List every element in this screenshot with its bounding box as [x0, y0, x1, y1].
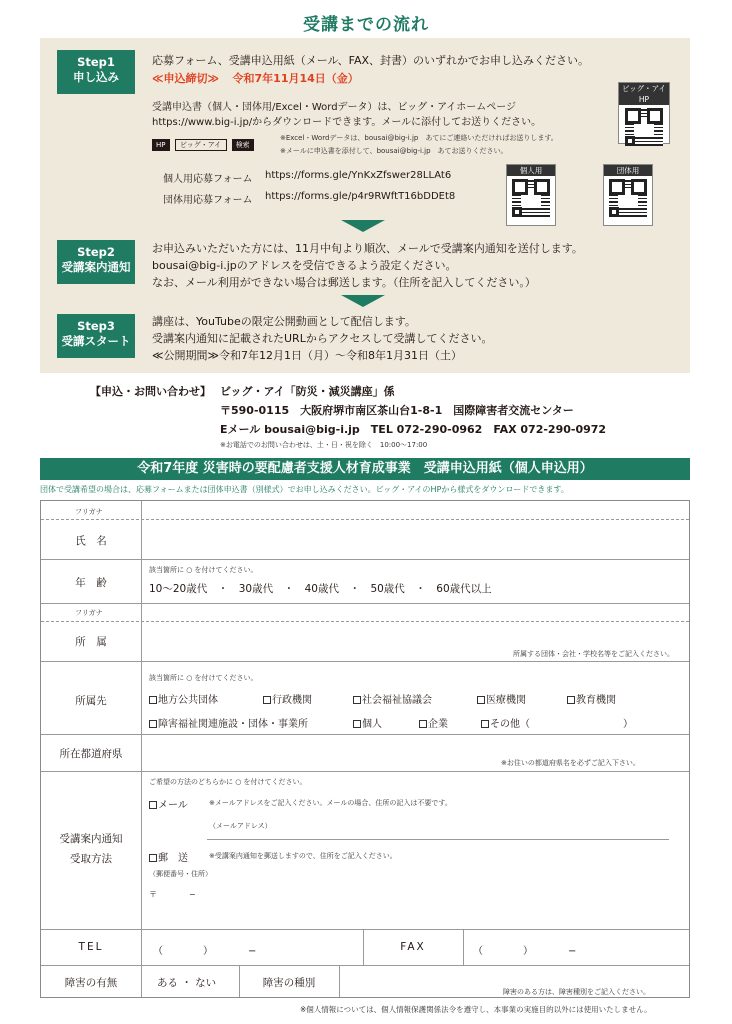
furigana-label: フリガナ: [75, 508, 103, 516]
checkbox-icon: [477, 696, 485, 704]
type-option-company[interactable]: 企業: [419, 715, 448, 730]
checkbox-icon: [149, 696, 157, 704]
type-option-admin[interactable]: 行政機関: [263, 691, 312, 706]
post-address-label: （郵便番号・住所）: [149, 870, 212, 878]
disability-options[interactable]: ある ・ ない: [157, 977, 217, 989]
privacy-note: ※個人情報については、個人情報保護関係法令を遵守し、本事業の実施目的以外には使用いたしません。: [300, 1005, 652, 1014]
age-note: 該当箇所に ○ を付けてください。: [149, 566, 258, 574]
contact-org: ビッグ・アイ「防災・減災講座」係: [220, 385, 395, 398]
step1-badge: [57, 50, 135, 94]
step3-label: 受講スタート: [61, 334, 131, 348]
age-label: 年 齢: [75, 577, 107, 589]
form-heading: 令和7年度 災害時の要配慮者支援人材育成事業 受講申込用紙（個人申込用）: [40, 458, 690, 480]
type-option-education[interactable]: 教育機関: [567, 691, 616, 706]
fax-input[interactable]: （ ） −: [473, 946, 577, 957]
post-option[interactable]: 郵 送: [149, 849, 188, 864]
qr-individual-label: 個人用: [507, 165, 555, 176]
name-label: 氏 名: [75, 535, 107, 547]
notify-note: ご希望の方法のどちらかに ○ を付けてください。: [149, 778, 307, 786]
form-group-label: 団体用応募フォーム: [163, 195, 253, 206]
flow-title: 受講までの流れ: [303, 15, 429, 35]
mail-note: ※メールアドレスをご記入ください。メールの場合、住所の記入は不要です。: [209, 799, 452, 807]
contact-address: 〒590-0115 大阪府堺市南区茶山台1-8-1 国際障害者交流センター: [220, 404, 574, 417]
checkbox-icon: [353, 696, 361, 704]
form-individual-url[interactable]: https://forms.gle/YnKxZfswer28LLAt6: [265, 170, 452, 181]
down-arrow-icon: [341, 220, 385, 232]
step1-deadline: [152, 70, 359, 86]
disability-label: 障害の有無: [64, 977, 118, 989]
qr-code-icon: [609, 179, 647, 217]
deadline-date: 令和7年11月14日（金）: [232, 72, 359, 85]
checkbox-icon: [481, 720, 489, 728]
form-group-note: 団体で受講希望の場合は、応募フォームまたは団体申込書（別様式）でお申し込みください。ビッグ・アイのHPから様式をダウンロードできます。: [40, 485, 569, 494]
mail-address-input[interactable]: [281, 817, 669, 837]
notify-label-1: 受講案内通知: [59, 833, 123, 845]
step1-line1: 応募フォーム、受講申込用紙（メール、FAX、封書）のいずれかでお申し込みください。: [152, 54, 590, 67]
qr-group-label: 団体用: [604, 165, 652, 176]
disability-type-input[interactable]: [343, 968, 683, 986]
deadline-label: ≪申込締切≫: [152, 72, 220, 85]
tel-label: TEL: [78, 941, 104, 953]
notify-label-2: 受取方法: [70, 853, 112, 865]
step2-line2: bousai@big-i.jpのアドレスを受信できるよう設定ください。: [152, 259, 457, 272]
affiliation-input[interactable]: [145, 625, 685, 645]
hp-tag: HP: [152, 139, 170, 151]
contact-hours: ※お電話でのお問い合わせは、土・日・祝を除く 10:00〜17:00: [220, 441, 428, 449]
age-options[interactable]: 10〜20歳代 ・ 30歳代 ・ 40歳代 ・ 50歳代 ・ 60歳代以上: [149, 583, 492, 595]
contact-label: 【申込・お問い合わせ】: [90, 385, 211, 398]
affiliation-type-note: 該当箇所に ○ を付けてください。: [149, 674, 258, 682]
post-address-input[interactable]: [149, 901, 685, 925]
prefecture-input[interactable]: [145, 739, 685, 757]
step1-note1: ※Excel・Wordデータは、bousai@big-i.jp あてにご連絡いただければお送りします。: [280, 134, 558, 142]
mail-option[interactable]: メール: [149, 796, 188, 811]
prefecture-note: ※お住いの都道府県名を必ずご記入下さい。: [501, 759, 640, 767]
step2-line1: お申込みいただいた方には、11月中旬より順次、メールで受講案内通知を送付します。: [152, 242, 583, 255]
step1-note2: ※メールに申込書を添付して、bousai@big-i.jp あてお送りください。: [280, 147, 508, 155]
step3-line2: 受講案内通知に記載されたURLからアクセスして受講してください。: [152, 332, 493, 345]
affiliation-label: 所 属: [75, 636, 107, 648]
step3-line3: ≪公開期間≫令和7年12月1日（月）〜令和8年1月31日（土）: [152, 349, 463, 362]
step2-number: Step2: [77, 245, 115, 259]
step3-badge: [57, 314, 135, 358]
furigana-label-2: フリガナ: [75, 609, 103, 617]
step2-badge: [57, 240, 135, 284]
tel-input[interactable]: （ ） −: [153, 946, 257, 957]
type-option-medical[interactable]: 医療機関: [477, 691, 526, 706]
mail-address-label: （メールアドレス）: [209, 822, 272, 830]
step1-line2: 受講申込書（個人・団体用/Excel・Wordデータ）は、ビッグ・アイホームページ: [152, 102, 517, 113]
qr-individual[interactable]: [506, 164, 556, 226]
type-option-disability-facility[interactable]: 障害福祉関連施設・団体・事業所: [149, 715, 308, 730]
search-tag: 検索: [232, 139, 254, 151]
checkbox-icon: [149, 720, 157, 728]
disability-note: 障害のある方は、障害種別をご記入ください。: [503, 988, 650, 996]
qr-code-icon: [625, 108, 663, 146]
qr-group[interactable]: [603, 164, 653, 226]
checkbox-icon: [567, 696, 575, 704]
checkbox-icon: [353, 720, 361, 728]
type-option-other[interactable]: その他（: [481, 715, 530, 730]
hp-search-tag[interactable]: [152, 132, 254, 151]
qr-code-icon: [512, 179, 550, 217]
fax-label: FAX: [400, 941, 426, 953]
big-i-tag: ビッグ・アイ: [175, 139, 227, 151]
contact-email-tel-fax: Eメール bousai@big-i.jp TEL 072-290-0962 FAX 072-290-0972: [220, 423, 607, 436]
step2-label: 受講案内通知: [61, 260, 131, 274]
checkbox-icon: [419, 720, 427, 728]
checkbox-icon: [149, 801, 157, 809]
prefecture-label: 所在都道府県: [59, 748, 123, 760]
post-zip: 〒 −: [149, 890, 196, 899]
type-option-local-gov[interactable]: 地方公共団体: [149, 691, 218, 706]
name-input[interactable]: [145, 523, 685, 555]
form-individual-label: 個人用応募フォーム: [163, 174, 253, 185]
step1-line3: https://www.big-i.jp/からダウンロードできます。メールに添付してお送りください。: [152, 117, 542, 128]
checkbox-icon: [149, 854, 157, 862]
down-arrow-icon: [341, 295, 385, 307]
step3-line1: 講座は、YouTubeの限定公開動画として配信します。: [152, 315, 416, 328]
disability-type-label: 障害の種別: [262, 977, 316, 989]
type-option-social-welfare[interactable]: 社会福祉協議会: [353, 691, 432, 706]
step1-number: Step1: [77, 55, 115, 69]
furigana-name-input[interactable]: [145, 503, 685, 517]
affiliation-type-label: 所属先: [75, 695, 107, 707]
step3-number: Step3: [77, 319, 115, 333]
qr-hp-label: ビッグ・アイHP: [619, 83, 669, 105]
checkbox-icon: [263, 696, 271, 704]
step2-line3: なお、メール利用ができない場合は郵送します。（住所を記入してください。）: [152, 276, 536, 289]
affiliation-note: 所属する団体・会社・学校名等をご記入ください。: [513, 650, 674, 658]
type-option-individual[interactable]: 個人: [353, 715, 382, 730]
step1-label: 申し込み: [73, 70, 119, 84]
post-note: ※受講案内通知を郵送しますので、住所をご記入ください。: [209, 852, 397, 860]
form-group-url[interactable]: https://forms.gle/p4r9RWftT16bDDEt8: [265, 191, 456, 202]
type-option-other-close: ）: [623, 719, 633, 730]
application-form: [40, 500, 690, 998]
qr-hp[interactable]: [618, 82, 670, 144]
